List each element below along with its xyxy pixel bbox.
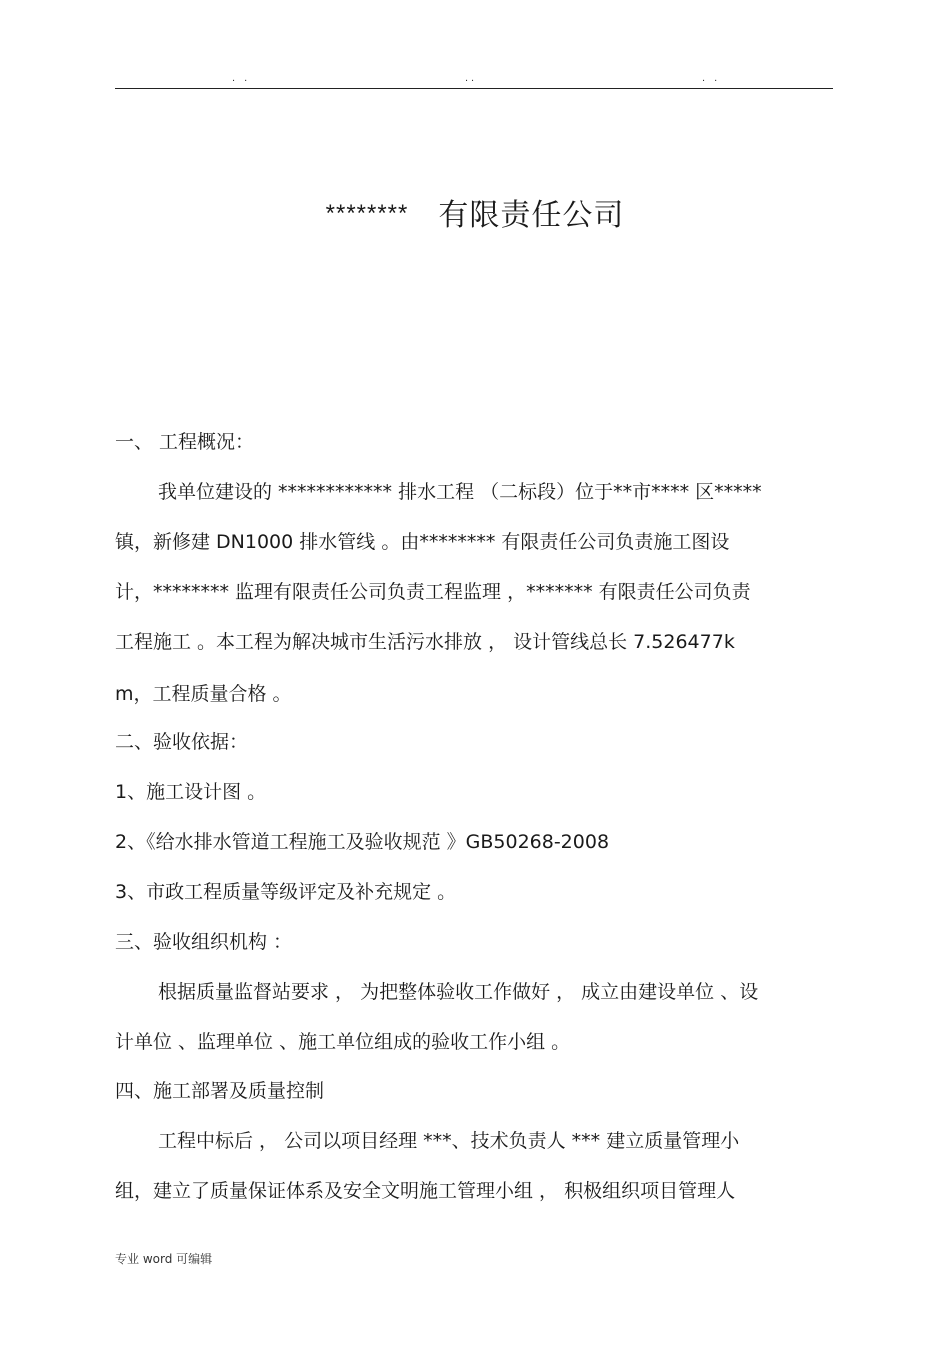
paragraph-line: 工程施工 。本工程为解决城市生活污水排放 ， 设计管线总长 7.526477k	[115, 631, 735, 653]
paragraph-line: 计，******** 监理有限责任公司负责工程监理 ，******* 有限责任公司负责	[115, 581, 751, 603]
list-item: 1、施工设计图 。	[115, 781, 267, 803]
header-dots-middle: ..	[465, 72, 478, 84]
section-heading-deployment: 四、施工部署及质量控制	[115, 1080, 325, 1102]
section-heading-overview: 一、 工程概况：	[115, 431, 255, 453]
title-stars: ********	[325, 200, 409, 227]
document-title	[0, 190, 950, 234]
title-company: 有限责任公司	[438, 198, 625, 233]
section-heading-organization: 三、验收组织机构 ：	[115, 931, 293, 953]
paragraph-line: 计单位 、监理单位 、施工单位组成的验收工作小组 。	[115, 1031, 571, 1053]
header-dots-left: . .	[232, 72, 251, 84]
paragraph-line: 根据质量监督站要求 ， 为把整体验收工作做好 ， 成立由建设单位 、设	[158, 981, 759, 1003]
paragraph-line: m，工程质量合格 。	[115, 683, 292, 705]
paragraph-line: 组，建立了质量保证体系及安全文明施工管理小组 ， 积极组织项目管理人	[115, 1180, 736, 1202]
footer-note: 专业 word 可编辑	[115, 1252, 213, 1266]
list-item: 3、市政工程质量等级评定及补充规定 。	[115, 881, 457, 903]
list-item: 2、《给水排水管道工程施工及验收规范 》GB50268-2008	[115, 831, 610, 853]
section-heading-basis: 二、验收依据：	[115, 731, 249, 753]
header-rule	[115, 88, 833, 89]
paragraph-line: 工程中标后 ， 公司以项目经理 ***、技术负责人 *** 建立质量管理小	[158, 1130, 740, 1152]
paragraph-line: 镇，新修建 DN1000 排水管线 。由******** 有限责任公司负责施工图设	[115, 531, 730, 553]
header-dots-right: . .	[702, 72, 721, 84]
paragraph-line: 我单位建设的 ************ 排水工程 （二标段）位于**市**** 区*****	[158, 481, 762, 503]
